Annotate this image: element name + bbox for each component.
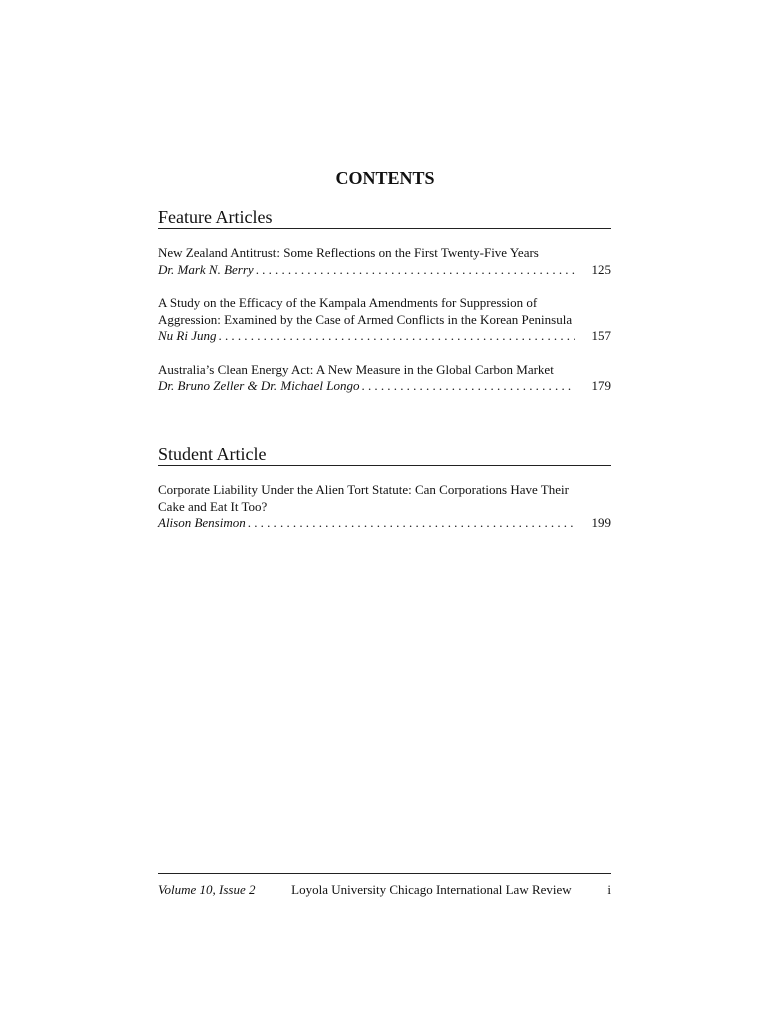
page-title: CONTENTS (335, 168, 435, 188)
article-title: A Study on the Efficacy of the Kampala Amendments for Suppression of Aggression: Examined by the Case of Armed Conflicts in the Korean Peninsula (158, 295, 573, 327)
section-student-article (158, 443, 611, 532)
toc-entry[interactable] (158, 295, 611, 345)
page-footer (158, 873, 611, 898)
dot-leader (362, 378, 576, 395)
footer-page-number: i (607, 882, 611, 897)
toc-entry[interactable] (158, 482, 611, 532)
section-feature-articles (158, 206, 611, 395)
toc-entry[interactable] (158, 245, 611, 278)
volume-issue: Volume 10, Issue 2 (158, 882, 256, 897)
article-title: New Zealand Antitrust: Some Reflections on the First Twenty-Five Years (158, 245, 539, 260)
section-heading: Feature Articles (158, 206, 611, 229)
dot-leader (248, 515, 575, 532)
page-number: 157 (591, 328, 611, 343)
article-title: Australia’s Clean Energy Act: A New Measure in the Global Carbon Market (158, 361, 554, 377)
article-title: Corporate Liability Under the Alien Tort Statute: Can Corporations Have Their Cake and Eat It Too? (158, 482, 569, 514)
article-author: Dr. Mark N. Berry (158, 261, 254, 277)
section-heading: Student Article (158, 443, 611, 466)
article-author: Alison Bensimon (158, 515, 246, 530)
toc-entry[interactable] (158, 362, 611, 395)
dot-leader (256, 262, 575, 279)
dot-leader (219, 328, 576, 345)
journal-name: Loyola University Chicago International Law Review (291, 882, 572, 897)
article-author: Nu Ri Jung (158, 328, 217, 343)
page-number: 199 (591, 515, 611, 530)
article-author: Dr. Bruno Zeller & Dr. Michael Longo (158, 378, 360, 393)
page-number: 125 (591, 261, 611, 277)
page-number: 179 (591, 378, 611, 393)
